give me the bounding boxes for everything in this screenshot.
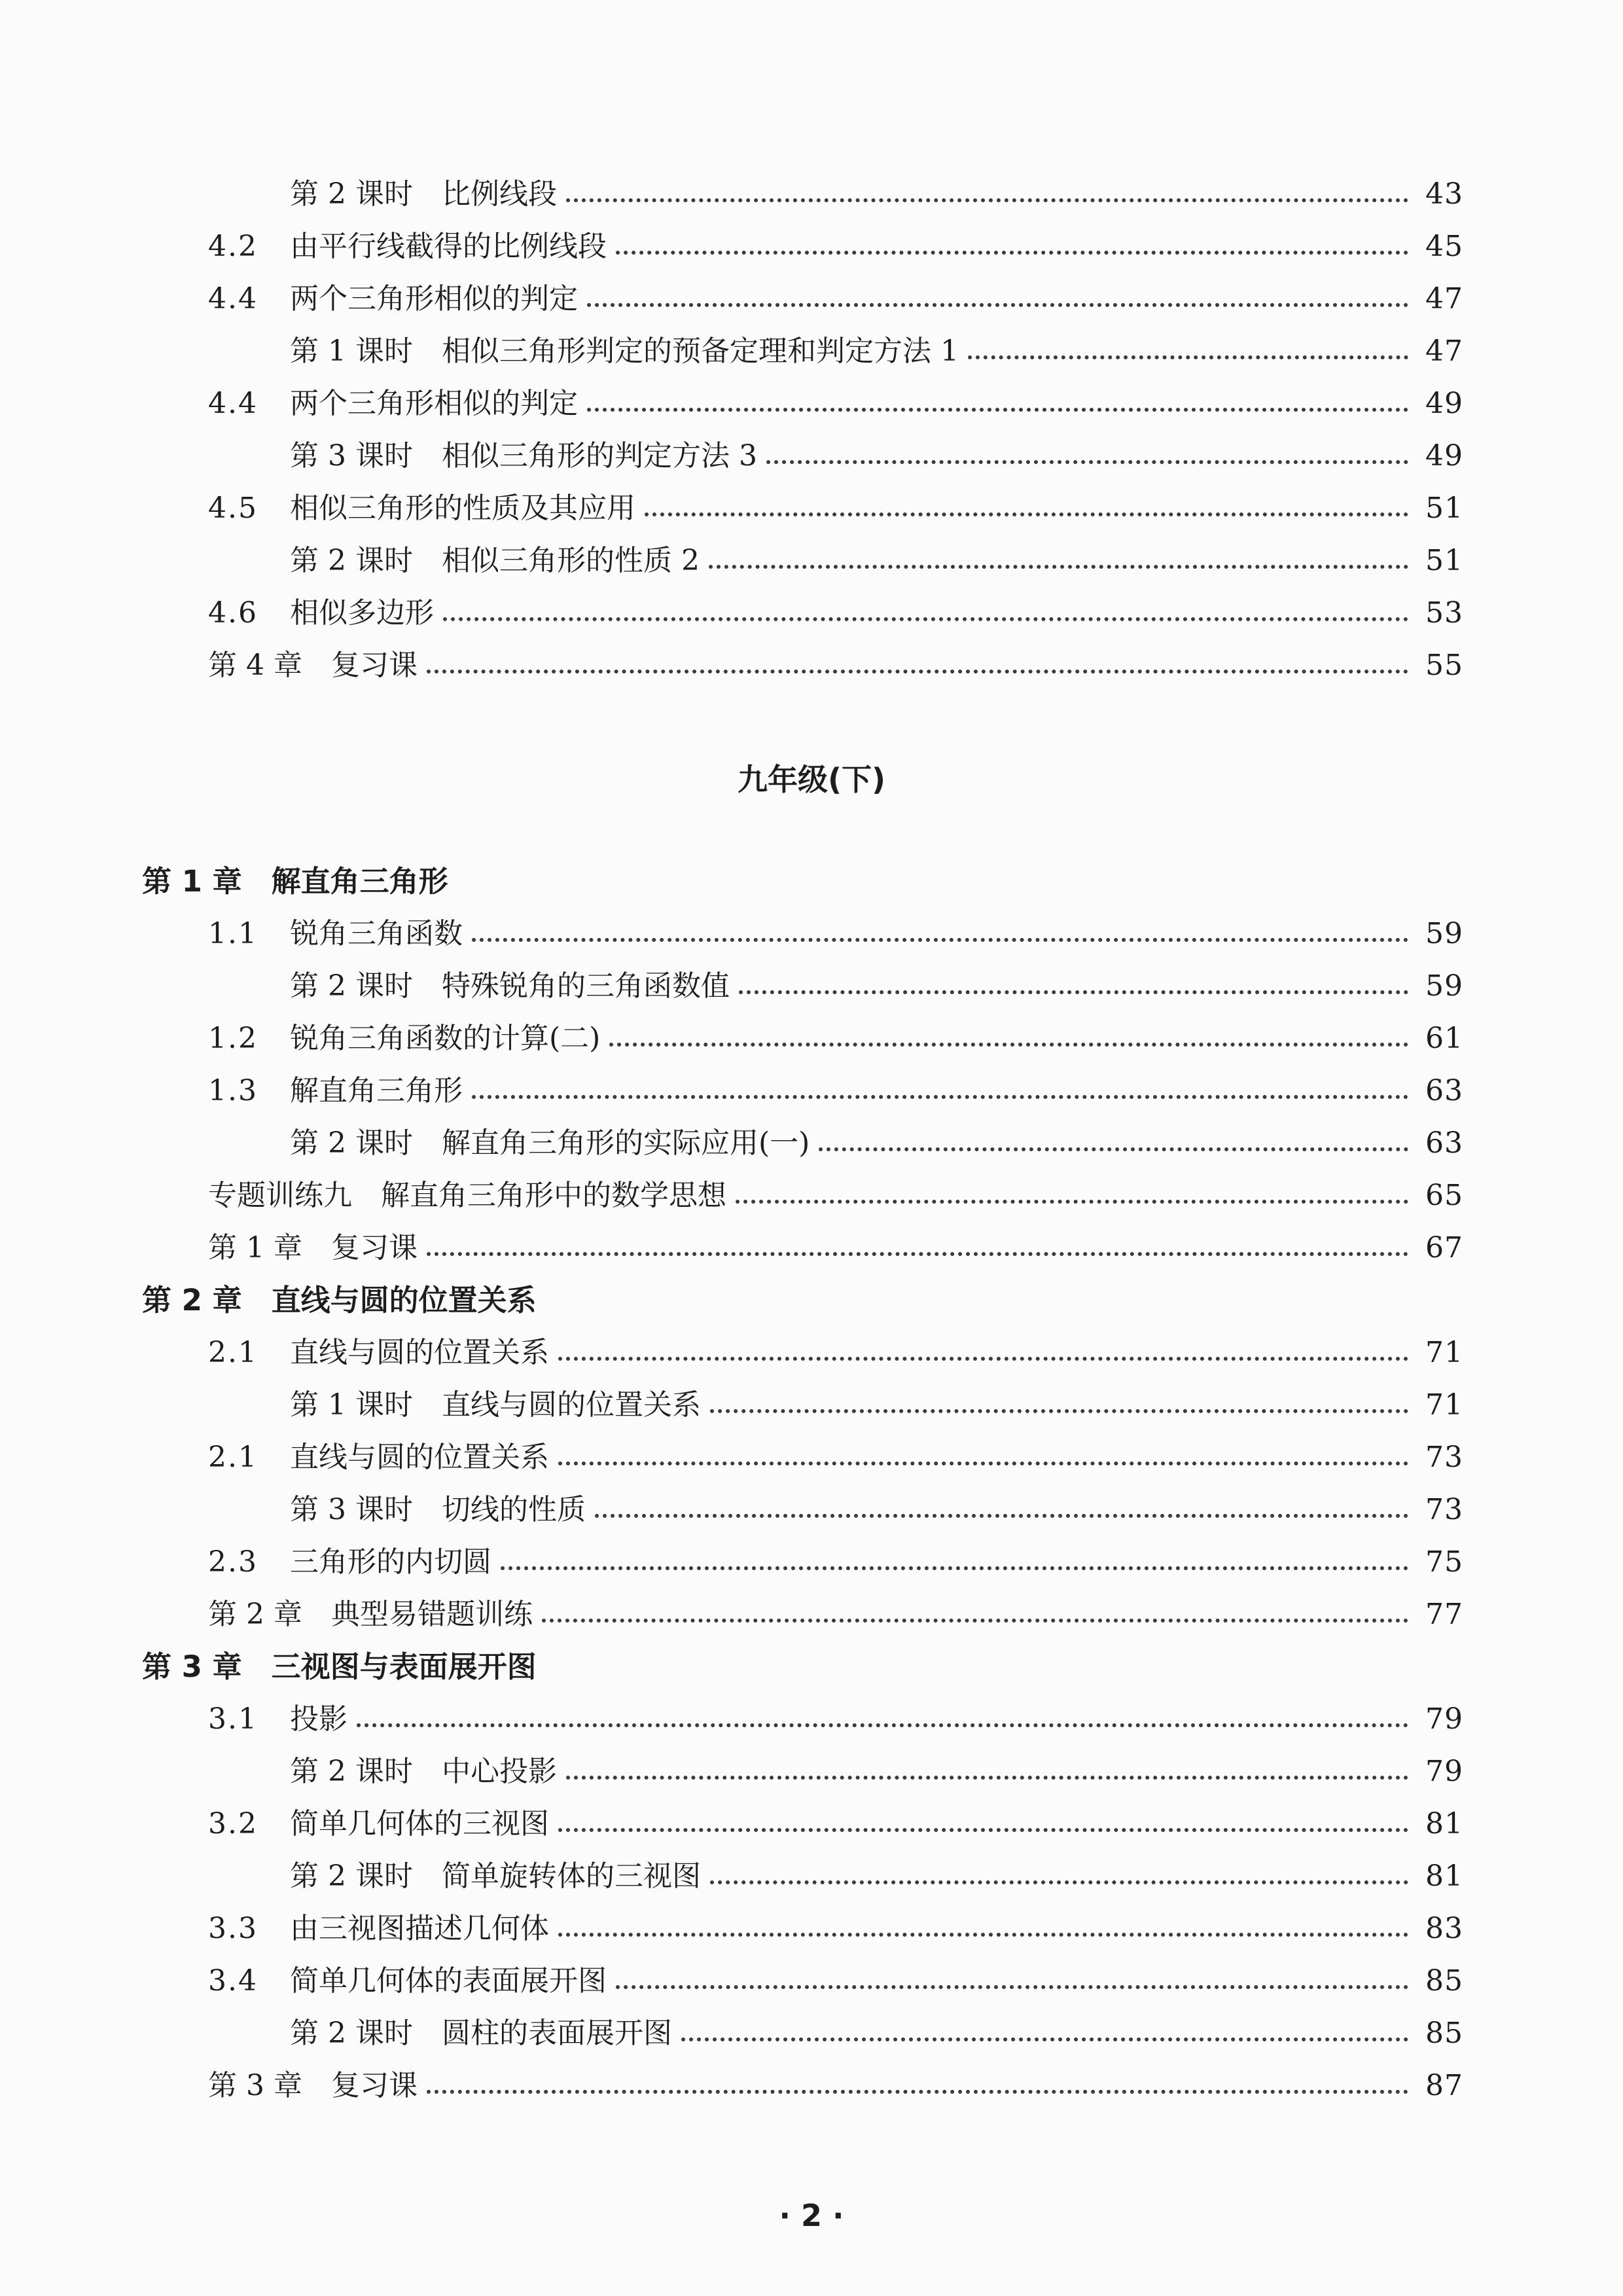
toc-page-number: 81 — [1425, 1807, 1463, 1840]
dot-leader — [819, 1147, 1408, 1151]
toc-entry-text: 第 1 章 复习课 — [208, 1231, 418, 1265]
toc-row[interactable] — [0, 1379, 1623, 1431]
toc-page-number: 63 — [1425, 1126, 1463, 1160]
toc-page-number: 71 — [1425, 1388, 1463, 1422]
toc-entry-text: 第 2 课时 中心投影 — [290, 1755, 557, 1788]
toc-row[interactable] — [0, 535, 1623, 587]
toc-row[interactable] — [0, 2007, 1623, 2060]
dot-leader — [766, 460, 1408, 464]
toc-entry-text: 第 3 章 复习课 — [208, 2069, 418, 2102]
toc-row[interactable] — [0, 325, 1623, 378]
dot-leader — [616, 1985, 1408, 1989]
toc-entry-text: 第 2 课时 解直角三角形的实际应用(一) — [290, 1126, 810, 1160]
chapter-heading[interactable]: 第 1 章 解直角三角形 — [142, 864, 448, 899]
toc-page-number: 61 — [1425, 1022, 1463, 1055]
toc-entry-text: 简单几何体的表面展开图 — [290, 1964, 607, 1998]
toc-page-number: 67 — [1425, 1231, 1463, 1265]
toc-row[interactable] — [0, 1170, 1623, 1222]
toc-entry-text: 第 2 课时 圆柱的表面展开图 — [290, 2017, 672, 2050]
toc-row[interactable] — [0, 1693, 1623, 1746]
toc-entry-text: 两个三角形相似的判定 — [290, 387, 578, 420]
toc-page-number: 51 — [1425, 492, 1463, 525]
toc-row[interactable] — [0, 2060, 1623, 2112]
toc-row[interactable] — [0, 1222, 1623, 1274]
dot-leader — [357, 1723, 1408, 1727]
toc-entry-text: 专题训练九 解直角三角形中的数学思想 — [208, 1179, 726, 1212]
toc-row[interactable] — [0, 960, 1623, 1013]
dot-leader — [558, 1357, 1408, 1361]
toc-entry-text: 锐角三角函数 — [290, 917, 463, 950]
toc-entry-text: 第 2 课时 相似三角形的性质 2 — [290, 544, 700, 577]
chapter-heading[interactable]: 第 2 章 直线与圆的位置关系 — [142, 1283, 537, 1318]
toc-page-number: 65 — [1425, 1179, 1463, 1212]
toc-row[interactable] — [0, 430, 1623, 482]
toc-page-number: 59 — [1425, 969, 1463, 1003]
dot-leader — [587, 408, 1408, 412]
dot-leader — [616, 251, 1408, 255]
toc-row[interactable] — [0, 378, 1623, 430]
toc-row[interactable] — [0, 1850, 1623, 1903]
section-number: 3.2 — [208, 1807, 258, 1840]
section-number: 3.4 — [208, 1964, 258, 1998]
toc-row[interactable] — [0, 1903, 1623, 1955]
section-number: 4.6 — [208, 596, 258, 630]
toc-row[interactable] — [0, 1484, 1623, 1536]
toc-page-number: 73 — [1425, 1441, 1463, 1474]
chapter-heading[interactable]: 第 3 章 三视图与表面展开图 — [142, 1649, 537, 1684]
toc-page-number: 63 — [1425, 1074, 1463, 1107]
toc-page-number: 59 — [1425, 917, 1463, 950]
toc-entry-text: 第 2 课时 简单旋转体的三视图 — [290, 1859, 701, 1893]
toc-entry-text: 第 3 课时 相似三角形的判定方法 3 — [290, 439, 757, 473]
section-number: 3.3 — [208, 1912, 258, 1945]
dot-leader — [968, 355, 1408, 359]
section-number: 2.1 — [208, 1336, 258, 1369]
toc-entry-text: 相似多边形 — [290, 596, 434, 630]
dot-leader — [681, 2037, 1408, 2041]
toc-page-number: 53 — [1425, 596, 1463, 630]
dot-leader — [427, 2090, 1408, 2094]
section-number: 3.1 — [208, 1702, 258, 1736]
dot-leader — [472, 938, 1408, 942]
dot-leader — [558, 1828, 1408, 1832]
page-number: · 2 · — [779, 2198, 844, 2233]
toc-page-number: 47 — [1425, 282, 1463, 315]
section-number: 4.4 — [208, 282, 258, 315]
dot-leader — [558, 1462, 1408, 1465]
dot-leader — [501, 1566, 1408, 1570]
dot-leader — [709, 565, 1408, 569]
toc-entry-text: 第 2 章 典型易错题训练 — [208, 1598, 533, 1631]
toc-row[interactable] — [0, 1955, 1623, 2007]
toc-page-number: 83 — [1425, 1912, 1463, 1945]
toc-row[interactable] — [0, 273, 1623, 325]
toc-row[interactable] — [0, 168, 1623, 221]
toc-entry-text: 直线与圆的位置关系 — [290, 1441, 549, 1474]
toc-row[interactable] — [0, 1536, 1623, 1588]
section-number: 4.2 — [208, 230, 258, 263]
toc-entry-text: 第 2 课时 特殊锐角的三角函数值 — [290, 969, 730, 1003]
dot-leader — [427, 670, 1408, 673]
dot-leader — [710, 1409, 1408, 1413]
dot-leader — [566, 1776, 1408, 1780]
section-number: 4.5 — [208, 492, 258, 525]
toc-entry-text: 三角形的内切圆 — [290, 1545, 491, 1579]
dot-leader — [710, 1880, 1408, 1884]
toc-entry-text: 投影 — [290, 1702, 348, 1736]
dot-leader — [609, 1043, 1408, 1047]
dot-leader — [472, 1095, 1408, 1099]
toc-entry-text: 两个三角形相似的判定 — [290, 282, 578, 315]
toc-row[interactable] — [0, 1065, 1623, 1117]
dot-leader — [645, 512, 1408, 516]
toc-entry-text: 简单几何体的三视图 — [290, 1807, 549, 1840]
section-number: 1.2 — [208, 1022, 258, 1055]
section-number: 2.1 — [208, 1441, 258, 1474]
toc-entry-text: 锐角三角函数的计算(二) — [290, 1022, 601, 1055]
toc-page-number: 45 — [1425, 230, 1463, 263]
toc-page-number: 43 — [1425, 177, 1463, 211]
toc-row[interactable] — [0, 1431, 1623, 1484]
toc-page-number: 79 — [1425, 1755, 1463, 1788]
toc-page-number: 49 — [1425, 387, 1463, 420]
toc-entry-text: 相似三角形的性质及其应用 — [290, 492, 635, 525]
toc-row[interactable] — [0, 1588, 1623, 1641]
grade-heading: 九年级(下) — [737, 762, 886, 797]
dot-leader — [739, 990, 1408, 994]
dot-leader — [595, 1514, 1408, 1518]
toc-row[interactable] — [0, 221, 1623, 273]
toc-page-number: 51 — [1425, 544, 1463, 577]
toc-entry-text: 第 3 课时 切线的性质 — [290, 1493, 586, 1526]
section-number: 2.3 — [208, 1545, 258, 1579]
toc-entry-text: 直线与圆的位置关系 — [290, 1336, 549, 1369]
toc-row[interactable] — [0, 1746, 1623, 1798]
dot-leader — [542, 1619, 1408, 1623]
toc-page-number: 77 — [1425, 1598, 1463, 1631]
section-number: 1.3 — [208, 1074, 258, 1107]
toc-row[interactable] — [0, 1117, 1623, 1170]
toc-row[interactable] — [0, 1798, 1623, 1850]
toc-row[interactable] — [0, 587, 1623, 639]
toc-page-number: 75 — [1425, 1545, 1463, 1579]
toc-row[interactable] — [0, 908, 1623, 960]
toc-entry-text: 第 4 章 复习课 — [208, 649, 418, 682]
toc-page-number: 81 — [1425, 1859, 1463, 1893]
toc-page-number: 85 — [1425, 2017, 1463, 2050]
toc-row[interactable] — [0, 482, 1623, 535]
toc-entry-text: 第 2 课时 比例线段 — [290, 177, 557, 211]
dot-leader — [427, 1252, 1408, 1256]
toc-entry-text: 由平行线截得的比例线段 — [290, 230, 607, 263]
section-number: 1.1 — [208, 917, 258, 950]
toc-page-number: 79 — [1425, 1702, 1463, 1736]
dot-leader — [443, 617, 1408, 621]
toc-page-number: 87 — [1425, 2069, 1463, 2102]
toc-row[interactable] — [0, 1327, 1623, 1379]
toc-page-number: 55 — [1425, 649, 1463, 682]
dot-leader — [587, 303, 1408, 307]
section-number: 4.4 — [208, 387, 258, 420]
toc-page-number: 73 — [1425, 1493, 1463, 1526]
toc-page-number: 49 — [1425, 439, 1463, 473]
toc-row[interactable] — [0, 639, 1623, 692]
dot-leader — [736, 1200, 1408, 1204]
toc-entry-text: 解直角三角形 — [290, 1074, 463, 1107]
toc-page-number: 85 — [1425, 1964, 1463, 1998]
toc-entry-text: 第 1 课时 相似三角形判定的预备定理和判定方法 1 — [290, 334, 959, 368]
dot-leader — [558, 1933, 1408, 1937]
toc-row[interactable] — [0, 1013, 1623, 1065]
dot-leader — [566, 198, 1408, 202]
toc-page-number: 71 — [1425, 1336, 1463, 1369]
toc-entry-text: 第 1 课时 直线与圆的位置关系 — [290, 1388, 701, 1422]
toc-page-number: 47 — [1425, 334, 1463, 368]
toc-entry-text: 由三视图描述几何体 — [290, 1912, 549, 1945]
